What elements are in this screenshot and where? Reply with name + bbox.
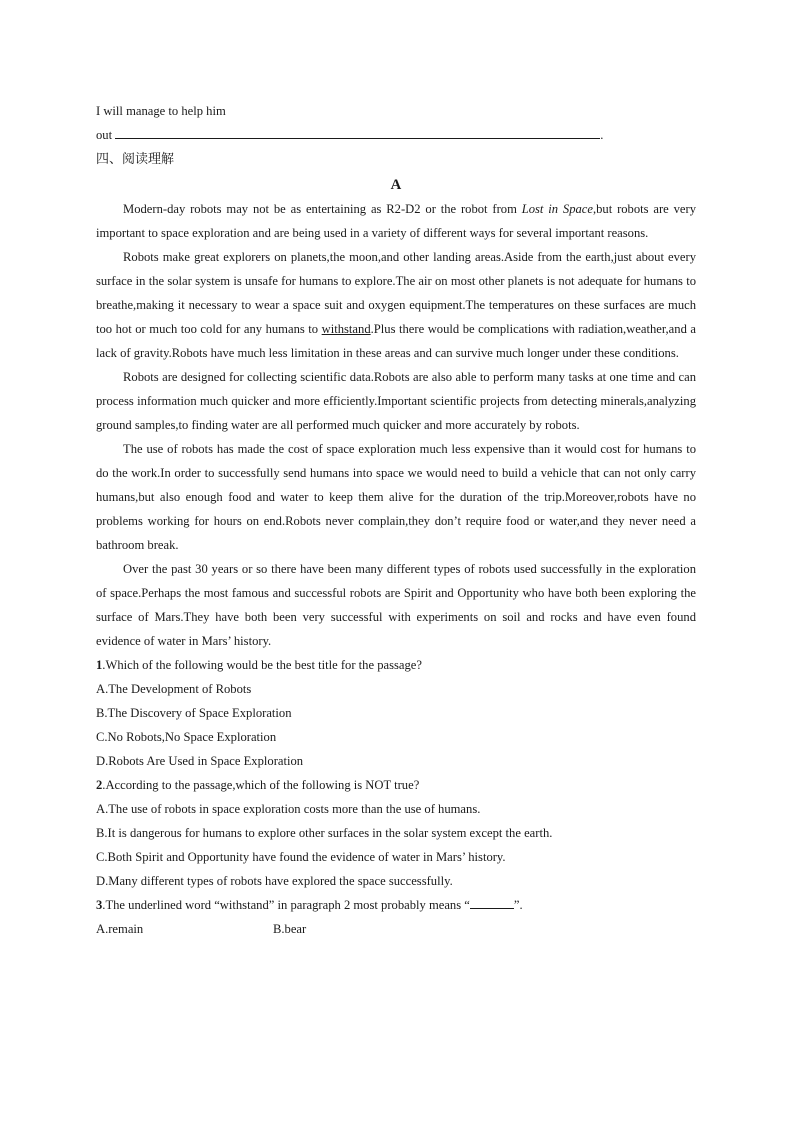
p1-text-b: ,but robots are very important to space exploration and are being used in a variety of different ways for several important reasons. — [96, 202, 696, 240]
question-2-option-b: B.It is dangerous for humans to explore other surfaces in the solar system except the earth. — [96, 826, 553, 840]
question-1-option-d: D.Robots Are Used in Space Exploration — [96, 754, 304, 768]
question-number: 2 — [96, 778, 103, 792]
question-2-option-d: D.Many different types of robots have explored the space successfully. — [96, 874, 453, 888]
section-heading: 四、阅读理解 — [96, 152, 175, 167]
question-3-options-row — [96, 917, 696, 941]
p2-underlined-word: withstand — [321, 322, 371, 336]
passage-label: A — [390, 177, 402, 193]
p1-italic-title: Lost in Space — [521, 202, 593, 216]
passage-paragraph-2 — [96, 245, 696, 365]
fill-in-blank — [470, 894, 514, 909]
question-text: .Which of the following would be the best title for the passage? — [102, 658, 422, 672]
question-2-option-a: A.The use of robots in space exploration costs more than the use of humans. — [96, 802, 481, 816]
passage-paragraph-1 — [96, 197, 696, 245]
question-2-stem — [96, 773, 696, 797]
carryover-line-1: I will manage to help him — [96, 104, 226, 118]
passage-paragraph-5: Over the past 30 years or so there have been many different types of robots used successfully in the exploration of space.Perhaps the most famous and successful robots are Spirit and Opportunity who have both been exploring the surface of Mars.They have both been very successful with experiments on soil and rocks and have even found evidence of water in Mars’ history. — [96, 562, 696, 648]
question-number: 1 — [96, 658, 103, 672]
question-2-option-c: C.Both Spirit and Opportunity have found the evidence of water in Mars’ history. — [96, 850, 506, 864]
carryover-out-text: out — [96, 128, 113, 142]
question-1-option-b: B.The Discovery of Space Exploration — [96, 706, 292, 720]
document-page — [96, 99, 696, 941]
passage-paragraph-3: Robots are designed for collecting scientific data.Robots are also able to perform many tasks at one time and can process information much quicker and more efficiently.Important scientific projects from detecting minerals,analyzing ground samples,to finding water are all performed much quicker and more accurately by robots. — [96, 370, 696, 432]
p1-text-a: Modern-day robots may not be as entertaining as R2-D2 or the robot from — [123, 202, 522, 216]
question-3-stem — [96, 893, 696, 917]
question-1-option-c: C.No Robots,No Space Exploration — [96, 730, 277, 744]
question-1-stem — [96, 653, 696, 677]
carryover-period: . — [600, 128, 604, 142]
question-number: 3 — [96, 898, 103, 912]
question-1-option-a: A.The Development of Robots — [96, 682, 252, 696]
question-3-option-a: A.remain — [96, 922, 144, 936]
question-text-b: ”. — [513, 898, 523, 912]
question-text-a: .The underlined word “withstand” in paragraph 2 most probably means “ — [102, 898, 470, 912]
question-text: .According to the passage,which of the following is NOT true? — [102, 778, 420, 792]
carryover-line-2 — [96, 123, 696, 147]
answer-blank-line — [115, 124, 600, 139]
p2-text-b: .Plus there would be complications with radiation,weather,and a lack of gravity.Robots have much less limitation in these areas and can survive much longer under these conditions. — [96, 322, 696, 360]
p2-text-a: Robots make great explorers on planets,the moon,and other landing areas.Aside from the earth,just about every surface in the solar system is unsafe for humans to explore.The air on most other planets is not adequate for humans to breathe,making it necessary to wear a space suit and oxygen equipment.The temperatures on these surfaces are much too hot or much too cold for any humans to — [96, 250, 696, 336]
passage-paragraph-4: The use of robots has made the cost of space exploration much less expensive than it would cost for humans to do the work.In order to successfully send humans into space we would need to build a vehicle that can not only carry humans,but also enough food and water to keep them alive for the duration of the trip.Moreover,robots have no problems working for hours on end.Robots never complain,they don’t require food or water,and they never need a bathroom break. — [96, 442, 696, 552]
question-3-option-b: B.bear — [273, 922, 307, 936]
